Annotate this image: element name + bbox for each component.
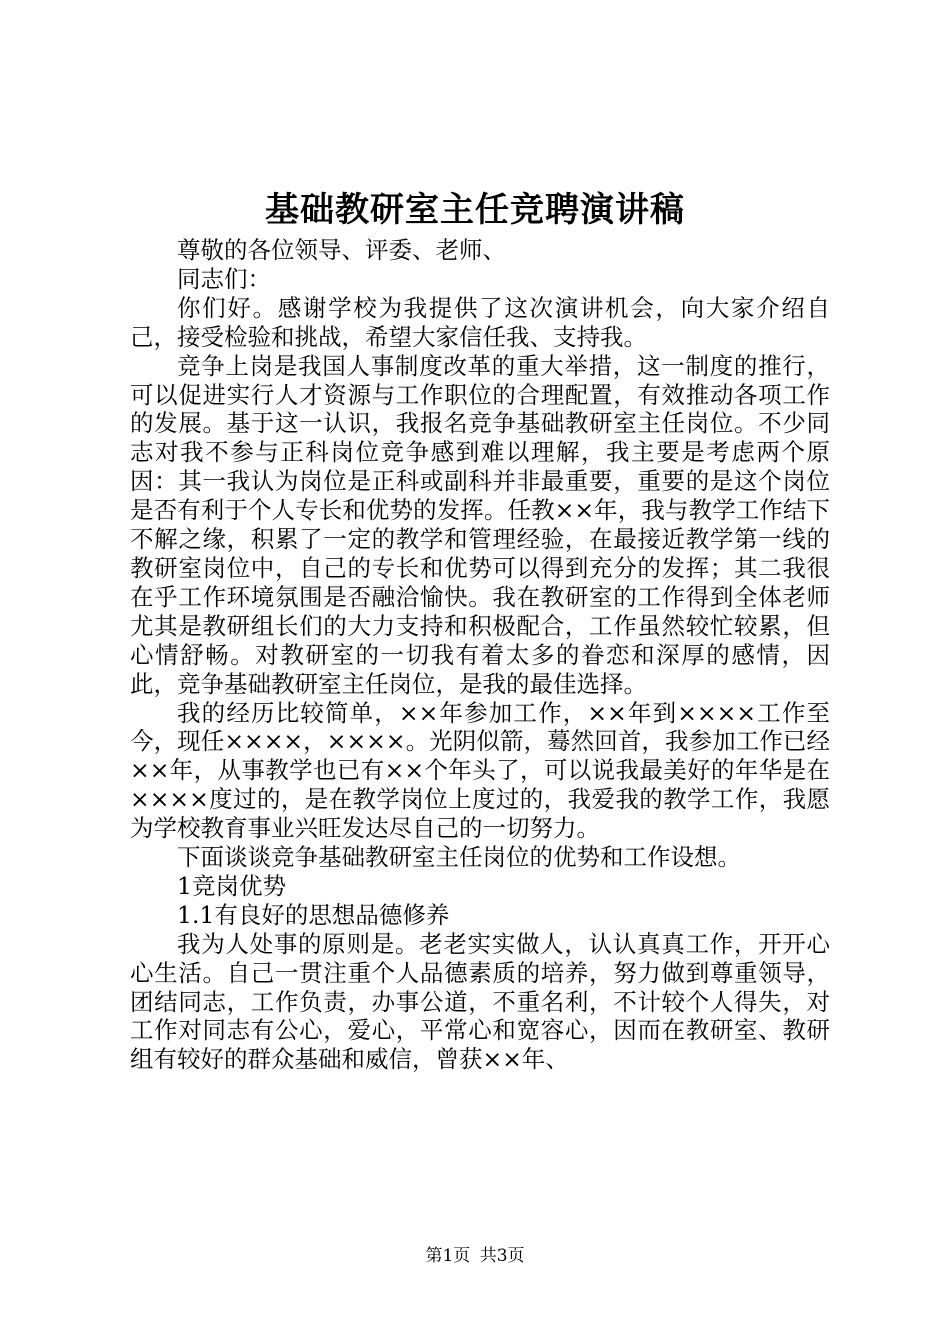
section-heading: 1竞岗优势 (177, 871, 286, 900)
subsection-heading: 1.1有良好的思想品德修养 (177, 900, 450, 929)
paragraph-reason: 竞争上岗是我国人事制度改革的重大举措，这一制度的推行，可以促进实行人才资源与工作职位的合理配置，有效推动各项工作的发展。基于这一认识，我报名竞争基础教研室主任岗位。不少同志对我不参与正科岗位竞争感到难以理解，我主要是考虑两个原因：其一我认为岗位是正科或副科并非最重要，重要的是这个岗位是否有利于个人专长和优势的发挥。任教××年，我与教学工作结下不解之缘，积累了一定的教学和管理经验，在最接近教学第一线的教研室岗位中，自己的专长和优势可以得到充分的发挥；其二我很在乎工作环境氛围是否融洽愉快。我在教研室的工作得到全体老师尤其是教研组长们的大力支持和积极配合，工作虽然较忙较累，但心情舒畅。对教研室的一切我有着太多的眷恋和深厚的感情，因此，竞争基础教研室主任岗位，是我的最佳选择。 (130, 351, 830, 698)
document-title: 基础教研室主任竞聘演讲稿 (265, 190, 685, 230)
page-number-footer: 第1页 共3页 (425, 1246, 525, 1266)
salutation-line-1: 尊敬的各位领导、评委、老师、 (177, 236, 506, 264)
paragraph-greeting: 你们好。感谢学校为我提供了这次演讲机会，向大家介绍自己，接受检验和挑战，希望大家信任我、支持我。 (130, 293, 830, 351)
paragraph-experience: 我的经历比较简单，××年参加工作，××年到××××工作至今，现任××××，××××。光阴似箭，蓦然回首，我参加工作已经××年，从事教学也已有××个年头了，可以说我最美好的年华是在××××度过的，是在教学岗位上度过的，我爱我的教学工作，我愿为学校教育事业兴旺发达尽自己的一切努力。 (130, 698, 830, 843)
paragraph-character: 我为人处事的原则是。老老实实做人，认认真真工作，开开心心生活。自己一贯注重个人品德素质的培养，努力做到尊重领导，团结同志，工作负责，办事公道，不重名利，不计较个人得失，对工作对同志有公心，爱心，平常心和宽容心，因而在教研室、教研组有较好的群众基础和威信，曾获××年、 (130, 929, 830, 1074)
document-body (130, 236, 830, 1074)
salutation-line-2: 同志们： (177, 264, 271, 293)
paragraph-transition: 下面谈谈竞争基础教研室主任岗位的优势和工作设想。 (177, 843, 741, 872)
